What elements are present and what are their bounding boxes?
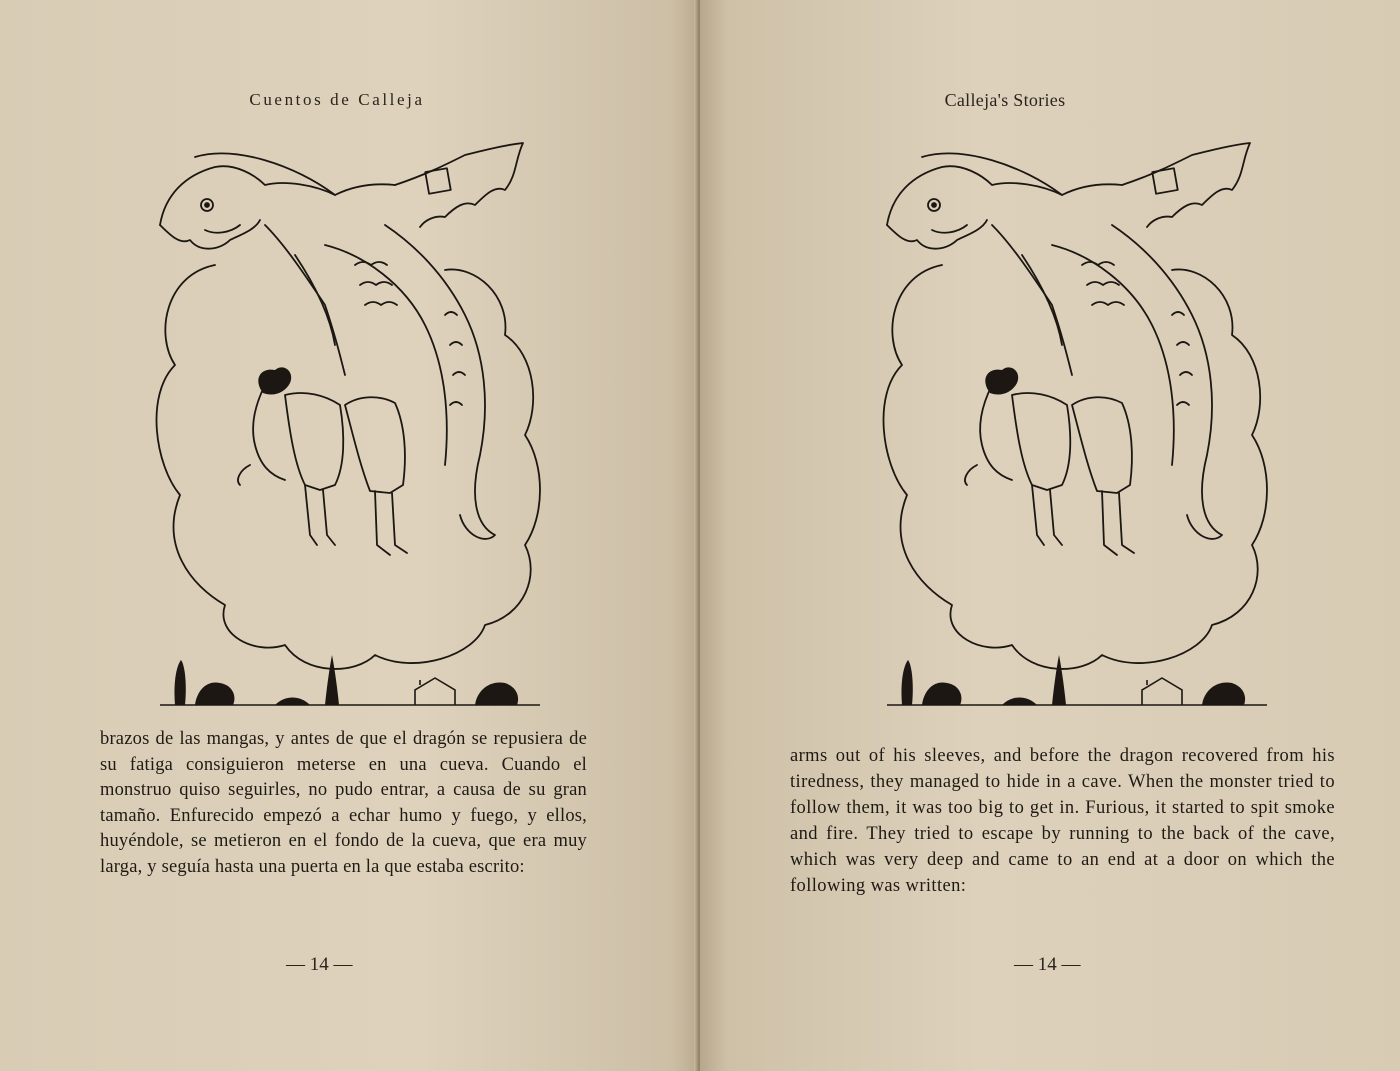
- body-text: [790, 744, 1335, 899]
- page-header: Cuentos de Calleja: [249, 90, 425, 109]
- page-number: — 14 —: [286, 954, 353, 975]
- body-paragraph: arms out of his sleeves, and before the dragon recovered from his tiredness, they managed to hide in a cave. When the monster tried to follow them, it was too big to get in. Furious, it started to spit smoke and fire. They tried to escape by running to the back of the cave, which was very deep and came to an end at a door on which the following was written:: [790, 746, 1335, 896]
- page-number: — 14 —: [1014, 954, 1081, 975]
- dragon-illustration: [145, 135, 565, 710]
- page-header: Calleja's Stories: [944, 90, 1066, 110]
- body-paragraph: brazos de las mangas, y antes de que el dragón se repusiera de su fatiga consiguieron meterse en una cueva. Cuando el monstruo quiso seguirles, no pudo entrar, a causa de su gran tamaño. Enfurecido empezó a echar humo y fuego, y ellos, huyéndole, se metieron en el fondo de la cueva, que era muy larga, y seguía hasta una puerta en la que estaba escrito:: [100, 729, 587, 877]
- right-page: [700, 0, 1400, 1071]
- dragon-illustration: [872, 135, 1292, 710]
- body-text: [100, 727, 587, 881]
